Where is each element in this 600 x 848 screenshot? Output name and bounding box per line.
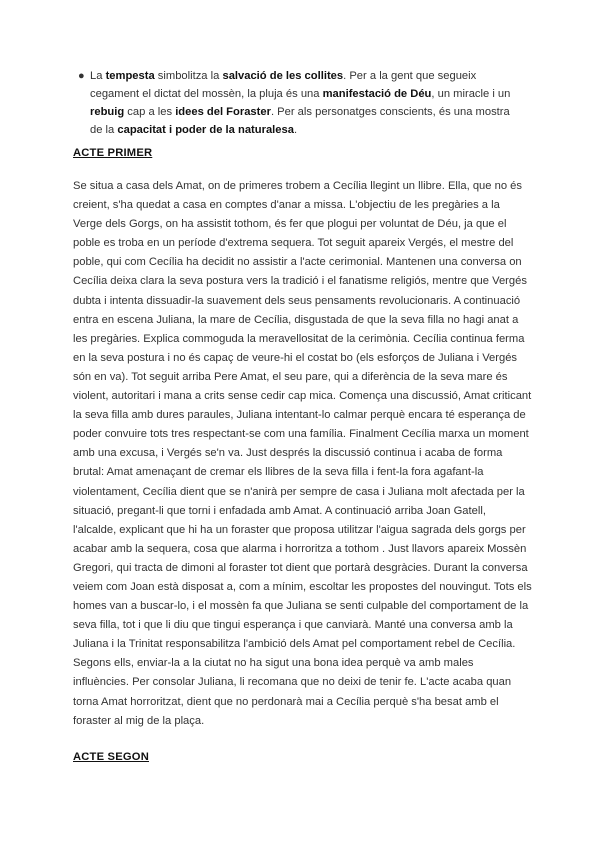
text-run: . Per als personatges conscients, és una mostra (270, 106, 510, 118)
bold-term: idees del Foraster (175, 106, 271, 118)
text-run: cap a les (124, 106, 176, 118)
paragraph-line: poble es troba en un període d'extrema sequera. Tot seguit apareix Vergés, el mestre del (73, 237, 514, 250)
paragraph-line: acabar amb la sequera, cosa que alarma i horroritza a tothom . Just llavors apareix Mossèn (73, 542, 527, 555)
section-heading-acte-segon: ACTE SEGON (73, 751, 149, 763)
bullet-line (90, 121, 520, 139)
bullet-line (90, 103, 520, 121)
paragraph-acte-primer (73, 177, 533, 731)
text-run: cegament el dictat del mossèn, la pluja és una (90, 88, 323, 100)
paragraph-line: amb una excusa, i Vergés se'n va. Just després la discussió continua i acaba de forma (73, 447, 503, 460)
text-run: . (293, 124, 298, 136)
paragraph-line: Gregori, qui tracta de dimoni al foraster tot dient que portarà desgràcies. Durant la conversa (73, 561, 528, 574)
bullet-line (90, 67, 520, 85)
bullet-item (78, 67, 520, 139)
bold-term: tempesta (105, 70, 155, 82)
paragraph-line: Cecília deixa clara la seva postura vers la tradició i el fanatisme religiós, mentre que Vergés (73, 275, 527, 288)
text-run: , un miracle i un (431, 88, 511, 100)
paragraph-line: dubta i intenta dissuadir-la suavement dels seus pensaments revolucionaris. A continuació (73, 294, 521, 307)
paragraph-line: veiem com Joan està disposat a, com a mínim, escoltar les propostes del nouvingut. Tots els (73, 580, 532, 593)
paragraph-line: són en va). Tot seguit arriba Pere Amat, el seu pare, qui a diferència de la seva mare és (73, 370, 508, 383)
paragraph-line: seva filla, tot i que li diu que tingui esperança i que canviarà. Manté una conversa amb la (73, 619, 513, 632)
text-run: simbolitza la (154, 70, 223, 82)
paragraph-line: Se situa a casa dels Amat, on de primeres trobem a Cecília llegint un llibre. Ella, que no és (73, 180, 522, 192)
paragraph-line: homes van a buscar-lo, i el mossèn fa que Juliana se senti culpable del comportament de la (73, 600, 529, 613)
paragraph-line: violentament, Cecília dient que se n'anirà per sempre de casa i Juliana molt afectada per la (73, 485, 525, 498)
paragraph-line: en la seva postura i no és capaç de veure-hi el costat bo (els esforços de Juliana i Vergés (73, 351, 518, 364)
bold-term: capacitat i poder de la naturalesa (117, 124, 294, 136)
paragraph-line: torna Amat horroritzat, dient que no perdonarà mai a Cecília perquè s'ha besat amb el (73, 695, 499, 708)
paragraph-line: les pregàries. Explica commoguda la meravellositat de la cerimònia. Cecília continua ferma (73, 332, 525, 345)
paragraph-line: foraster al mig de la plaça. (73, 714, 205, 727)
paragraph-line: brutal: Amat amenaçant de cremar els llibres de la seva filla i fent-la fora agafant-la (73, 466, 484, 479)
paragraph-line: Verge dels Gorgs, on ha assistit tothom, és fer que plogui per voluntat de Déu, ja que el (73, 218, 507, 231)
text-run: . Per a la gent que segueix (343, 70, 477, 82)
text-run: La (90, 70, 106, 82)
paragraph-line: entra en escena Juliana, la mare de Cecília, disgustada de que la seva filla no hagi anat a (73, 313, 519, 326)
paragraph-line: l'alcalde, explicant que hi ha un foraster que proposa utilitzar l'aigua sagrada dels gorgs per (73, 523, 526, 536)
paragraph-line: Juliana i la Trinitat responsabilitza l'ambició dels Amat pel comportament rebel de Cecília. (73, 638, 516, 651)
paragraph-line: poble, qui com Cecília ha decidit no assistir a l'acte cerimonial. Mantenen una conversa on (73, 256, 522, 269)
text-run: de la (90, 124, 118, 136)
bold-term: rebuig (90, 106, 125, 118)
paragraph-line: Segons ells, enviar-la a la ciutat no ha sigut una bona idea perquè va amb males (73, 657, 474, 670)
paragraph-line: violent, autoritari i mana a crits sense cedir cap mica. Comença una discussió, Amat criticant (73, 390, 532, 403)
section-heading-acte-primer: ACTE PRIMER (73, 147, 153, 159)
paragraph-line: poder convuire tots tres respectant-se com una família. Finalment Cecília marxa un moment (73, 428, 529, 441)
bold-term: salvació de les collites (222, 70, 344, 82)
bullet-dot-icon: ● (78, 70, 85, 82)
paragraph-line: influències. Per consolar Juliana, li recomana que no deixi de tenir fe. L'acte acaba quan (73, 676, 512, 689)
bullet-line (90, 85, 520, 103)
bold-term: manifestació de Déu (322, 88, 432, 100)
paragraph-line: creient, s'ha quedat a casa en comptes d'anar a missa. L'objectiu de les pregàries a la (73, 199, 500, 212)
paragraph-line: situació, pregant-li que torni i enfadada amb Amat. A continuació arriba Joan Gatell, (73, 504, 486, 517)
paragraph-line: la seva filla amb dures paraules, Juliana intentant-lo calmar perquè encara té esperança de (73, 409, 526, 422)
